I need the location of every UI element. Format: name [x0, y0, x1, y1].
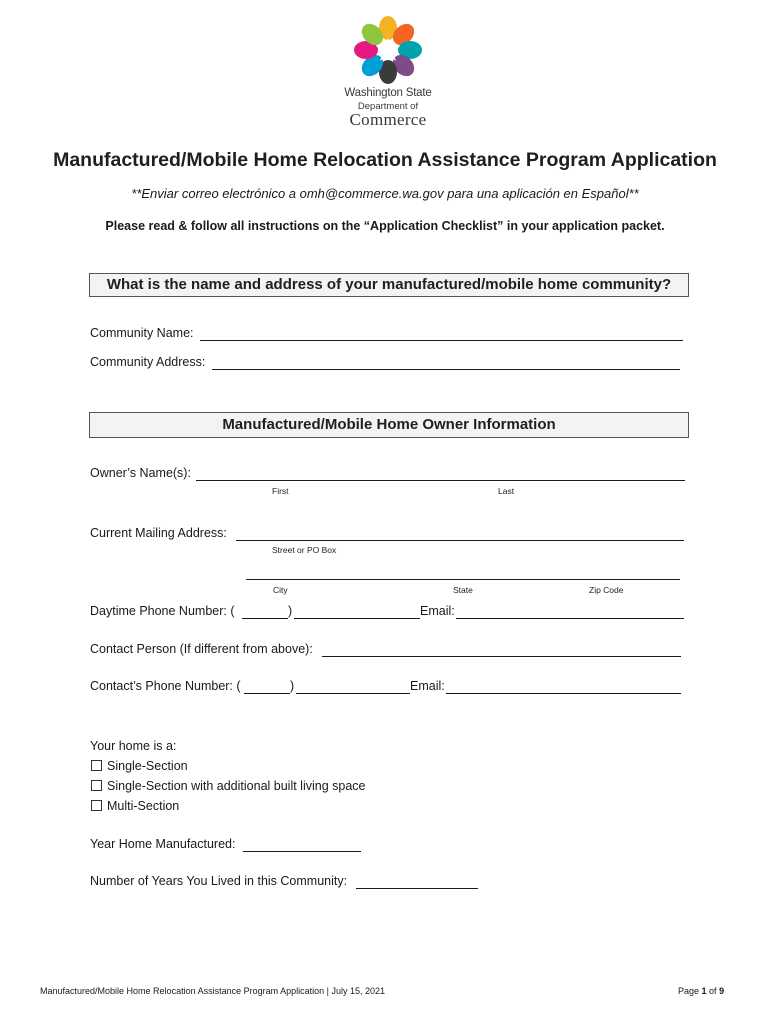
logo-line-2: Department of [357, 101, 419, 112]
single-section-plus-checkbox[interactable] [91, 780, 102, 791]
home-type-label: Your home is a: [90, 739, 177, 753]
logo-line-1: Washington State [344, 87, 432, 99]
instructions-note: Please read & follow all instructions on the “Application Checklist” in your application packet. [105, 219, 665, 233]
contact-email-label: Email: [410, 679, 445, 693]
spanish-email-note: **Enviar correo electrónico a omh@commerce.wa.gov para una aplicación en Español** [131, 186, 639, 201]
option-single-section[interactable] [91, 759, 188, 773]
community-address-field[interactable] [212, 369, 680, 370]
community-address-label: Community Address: [90, 355, 206, 369]
street-caption: Street or PO Box [272, 545, 337, 555]
contact-person-field[interactable] [322, 656, 681, 657]
contact-email-field[interactable] [446, 693, 681, 694]
years-lived-label: Number of Years You Lived in this Community: [90, 874, 348, 888]
year-manufactured-field[interactable] [243, 851, 361, 852]
single-section-checkbox[interactable] [91, 760, 102, 771]
single-section-plus-label: Single-Section with additional built living space [107, 779, 366, 793]
daytime-phone-paren: ) [288, 604, 293, 618]
community-name-field[interactable] [200, 340, 683, 341]
page-of: of [706, 986, 720, 996]
logo-line-3: Commerce [349, 110, 427, 129]
mailing-address-label: Current Mailing Address: [90, 526, 227, 540]
owner-name-label: Owner’s Name(s): [90, 466, 191, 480]
state-caption: State [453, 585, 473, 595]
first-name-caption: First [272, 486, 289, 496]
contact-phone-label: Contact’s Phone Number: ( [90, 679, 241, 693]
last-name-caption: Last [498, 486, 515, 496]
page-current: 1 [701, 986, 707, 996]
mailing-city-state-zip-field[interactable] [246, 579, 680, 580]
contact-phone-paren: ) [290, 679, 295, 693]
option-single-section-plus[interactable] [91, 779, 365, 793]
multi-section-checkbox[interactable] [91, 800, 102, 811]
commerce-logo [340, 16, 436, 132]
email-label: Email: [420, 604, 455, 618]
option-multi-section[interactable] [91, 799, 179, 813]
daytime-phone-number-field[interactable] [294, 618, 420, 619]
community-section-heading: What is the name and address of your manufactured/mobile home community? [89, 273, 689, 297]
daytime-phone-label: Daytime Phone Number: ( [90, 604, 235, 618]
email-field[interactable] [456, 618, 684, 619]
mailing-street-field[interactable] [236, 540, 684, 541]
commerce-starburst-icon [340, 16, 436, 88]
footer-text: Manufactured/Mobile Home Relocation Assistance Program Application | July 15, 2021 [40, 986, 386, 996]
contact-person-label: Contact Person (If different from above): [90, 642, 313, 656]
contact-phone-area-code-field[interactable] [244, 693, 290, 694]
page-total: 9 [719, 986, 725, 996]
page-prefix: Page [678, 986, 702, 996]
year-manufactured-label: Year Home Manufactured: [90, 837, 236, 851]
owner-name-field[interactable] [196, 480, 685, 481]
community-name-label: Community Name: [90, 326, 194, 340]
daytime-phone-area-code-field[interactable] [242, 618, 288, 619]
zip-caption: Zip Code [589, 585, 624, 595]
owner-section-heading: Manufactured/Mobile Home Owner Information [89, 412, 689, 438]
years-lived-field[interactable] [356, 888, 478, 889]
contact-phone-number-field[interactable] [296, 693, 410, 694]
single-section-label: Single-Section [107, 759, 188, 773]
city-caption: City [273, 585, 288, 595]
page-number [678, 986, 724, 996]
page-title: Manufactured/Mobile Home Relocation Assistance Program Application [53, 149, 717, 171]
multi-section-label: Multi-Section [107, 799, 180, 813]
